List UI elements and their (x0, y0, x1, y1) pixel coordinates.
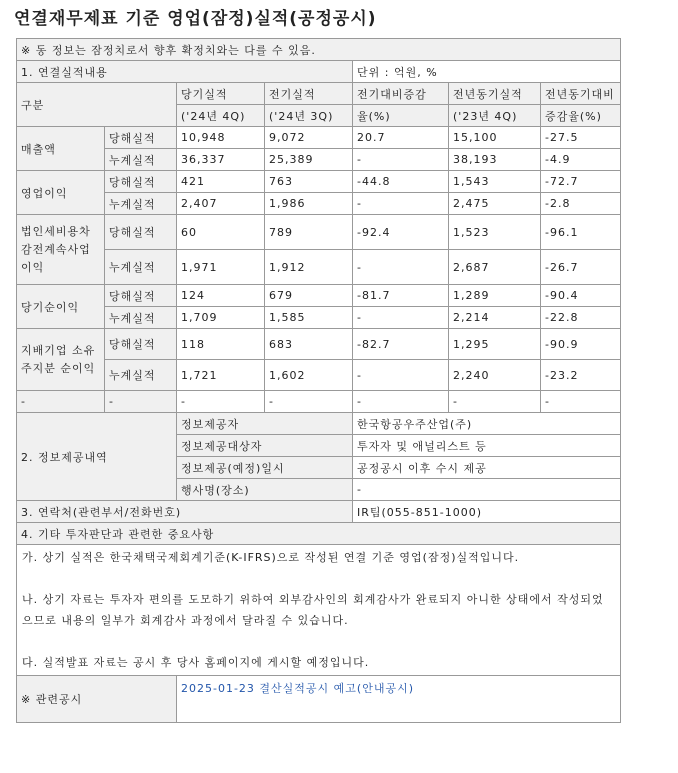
cell-previous: 9,072 (265, 127, 353, 149)
table-row (17, 127, 621, 149)
cell-qoq: - (353, 193, 449, 215)
page-title: 연결재무제표 기준 영업(잠정)실적(공정공시) (14, 9, 377, 29)
cell-previous: 789 (265, 215, 353, 250)
header-category: 구분 (17, 83, 177, 127)
header-yoy-rate-1: 전년동기대비 (541, 83, 621, 105)
header-qoq-2: 율(%) (353, 105, 449, 127)
paragraph-c: 다. 실적발표 자료는 공시 후 당사 홈페이지에 게시할 예정입니다. (22, 656, 370, 669)
row-type: 당해실적 (105, 329, 177, 360)
cell-yoy: 1,523 (449, 215, 541, 250)
cell-previous: 1,912 (265, 250, 353, 285)
date-label: 정보제공(예정)일시 (177, 457, 353, 479)
row-label-net-income: 당기순이익 (17, 285, 105, 329)
cell-previous: 679 (265, 285, 353, 307)
row-type: 당해실적 (105, 171, 177, 193)
header-previous-period: ('24년 3Q) (265, 105, 353, 127)
cell-yoy: 2,475 (449, 193, 541, 215)
cell-current: 1,721 (177, 360, 265, 391)
table-row (17, 360, 621, 391)
cell-current: 1,709 (177, 307, 265, 329)
related-label: ※ 관련공시 (17, 676, 177, 723)
table-row (17, 250, 621, 285)
notice-row (17, 39, 621, 61)
section4-paragraphs (17, 545, 621, 676)
cell-qoq: - (353, 307, 449, 329)
row-type: 누계실적 (105, 250, 177, 285)
dash-cell: - (17, 391, 105, 413)
row-type: 누계실적 (105, 360, 177, 391)
related-row (17, 676, 621, 723)
cell-qoq: - (353, 250, 449, 285)
dash-cell: - (449, 391, 541, 413)
cell-yoy-rate: -90.4 (541, 285, 621, 307)
section1-row (17, 61, 621, 83)
cell-yoy-rate: -22.8 (541, 307, 621, 329)
section3-row (17, 501, 621, 523)
table-row (17, 307, 621, 329)
cell-current: 60 (177, 215, 265, 250)
cell-yoy: 15,100 (449, 127, 541, 149)
row-type: 누계실적 (105, 149, 177, 171)
header-row-1 (17, 83, 621, 105)
cell-qoq: - (353, 360, 449, 391)
provider-value: 한국항공우주산업(주) (353, 413, 621, 435)
section1-label: 1. 연결실적내용 (17, 61, 353, 83)
cell-qoq: - (353, 149, 449, 171)
notice-text: ※ 동 정보는 잠정치로서 향후 확정치와는 다를 수 있음. (17, 39, 621, 61)
cell-yoy: 1,289 (449, 285, 541, 307)
header-current-period: ('24년 4Q) (177, 105, 265, 127)
header-yoy-rate-2: 증감율(%) (541, 105, 621, 127)
paragraph-b: 나. 상기 자료는 투자자 편의를 도모하기 위하여 외부감사인의 회계감사가 완료되지 아니한 상태에서 작성되었으므로 내용의 일부가 회계감사 과정에서 달라질 수 있습니다. (22, 593, 604, 627)
table-row (17, 149, 621, 171)
cell-yoy: 2,214 (449, 307, 541, 329)
cell-yoy-rate: -96.1 (541, 215, 621, 250)
cell-yoy: 2,687 (449, 250, 541, 285)
earnings-report-table (16, 38, 621, 723)
cell-current: 1,971 (177, 250, 265, 285)
cell-yoy: 1,543 (449, 171, 541, 193)
target-value: 투자자 및 애널리스트 등 (353, 435, 621, 457)
unit-label: 단위 : 억원, % (353, 61, 621, 83)
row-type: 당해실적 (105, 285, 177, 307)
cell-current: 124 (177, 285, 265, 307)
cell-previous: 683 (265, 329, 353, 360)
table-row (17, 215, 621, 250)
cell-yoy-rate: -72.7 (541, 171, 621, 193)
cell-qoq: -44.8 (353, 171, 449, 193)
row-label-operating-income: 영업이익 (17, 171, 105, 215)
table-row (17, 193, 621, 215)
cell-previous: 1,986 (265, 193, 353, 215)
cell-yoy-rate: -23.2 (541, 360, 621, 391)
cell-current: 36,337 (177, 149, 265, 171)
cell-yoy-rate: -4.9 (541, 149, 621, 171)
cell-yoy-rate: -2.8 (541, 193, 621, 215)
header-qoq-1: 전기대비증감 (353, 83, 449, 105)
empty-row (17, 391, 621, 413)
dash-cell: - (353, 391, 449, 413)
target-label: 정보제공대상자 (177, 435, 353, 457)
cell-qoq: -92.4 (353, 215, 449, 250)
dash-cell: - (105, 391, 177, 413)
cell-yoy-rate: -27.5 (541, 127, 621, 149)
header-yoy-actual: 전년동기실적 (449, 83, 541, 105)
dash-cell: - (177, 391, 265, 413)
row-label-controlling-net-income: 지배기업 소유주지분 순이익 (17, 329, 105, 391)
row-type: 당해실적 (105, 127, 177, 149)
event-value: - (353, 479, 621, 501)
table-row (17, 329, 621, 360)
table-row (17, 285, 621, 307)
cell-current: 118 (177, 329, 265, 360)
header-yoy-period: ('23년 4Q) (449, 105, 541, 127)
date-value: 공정공시 이후 수시 제공 (353, 457, 621, 479)
section4-label: 4. 기타 투자판단과 관련한 중요사항 (17, 523, 621, 545)
cell-previous: 1,585 (265, 307, 353, 329)
section4-body (17, 545, 621, 676)
cell-qoq: -82.7 (353, 329, 449, 360)
related-disclosure-link[interactable]: 2025-01-23 결산실적공시 예고(안내공시) (181, 682, 415, 695)
cell-yoy-rate: -90.9 (541, 329, 621, 360)
cell-previous: 763 (265, 171, 353, 193)
cell-yoy-rate: -26.7 (541, 250, 621, 285)
row-label-revenue: 매출액 (17, 127, 105, 171)
section2-label: 2. 정보제공내역 (17, 413, 177, 501)
row-type: 누계실적 (105, 307, 177, 329)
cell-yoy: 1,295 (449, 329, 541, 360)
section3-label: 3. 연락처(관련부서/전화번호) (17, 501, 353, 523)
cell-previous: 25,389 (265, 149, 353, 171)
related-cell (177, 676, 621, 723)
header-previous: 전기실적 (265, 83, 353, 105)
cell-previous: 1,602 (265, 360, 353, 391)
section2-row (17, 413, 621, 435)
dash-cell: - (541, 391, 621, 413)
cell-qoq: 20.7 (353, 127, 449, 149)
dash-cell: - (265, 391, 353, 413)
event-label: 행사명(장소) (177, 479, 353, 501)
paragraph-a: 가. 상기 실적은 한국채택국제회계기준(K-IFRS)으로 작성된 연결 기준 영업(잠정)실적입니다. (22, 551, 520, 564)
cell-yoy: 38,193 (449, 149, 541, 171)
header-current: 당기실적 (177, 83, 265, 105)
cell-qoq: -81.7 (353, 285, 449, 307)
cell-current: 2,407 (177, 193, 265, 215)
cell-yoy: 2,240 (449, 360, 541, 391)
cell-current: 10,948 (177, 127, 265, 149)
row-type: 당해실적 (105, 215, 177, 250)
section4-row (17, 523, 621, 545)
contact-value: IR팀(055-851-1000) (353, 501, 621, 523)
table-row (17, 171, 621, 193)
row-label-pretax-income: 법인세비용차감전계속사업이익 (17, 215, 105, 285)
row-type: 누계실적 (105, 193, 177, 215)
provider-label: 정보제공자 (177, 413, 353, 435)
cell-current: 421 (177, 171, 265, 193)
